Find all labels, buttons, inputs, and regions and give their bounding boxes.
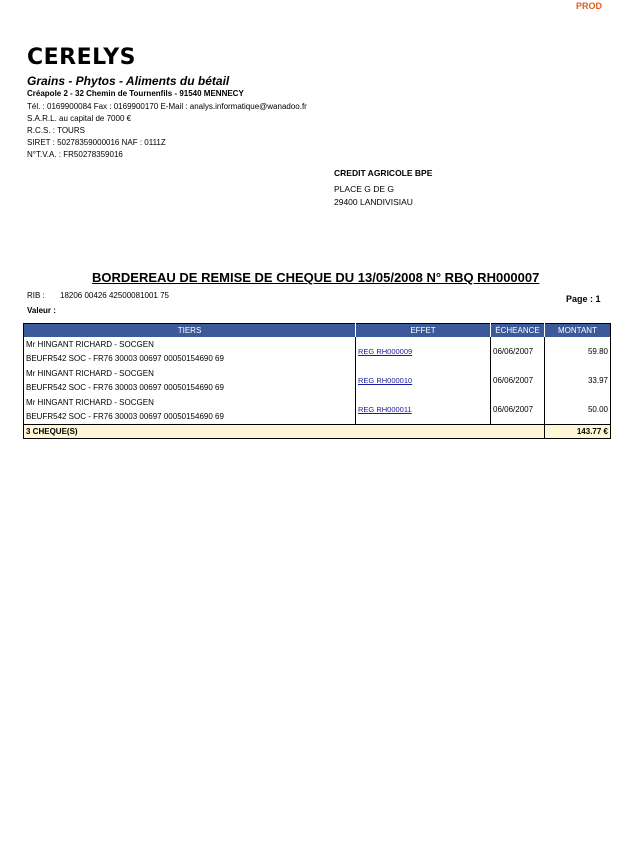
footer-total: 143.77 € [545, 425, 611, 439]
company-contact: Tél. : 0169900084 Fax : 0169900170 E-Mail : analys.informatique@wanadoo.fr [27, 102, 307, 111]
table-row [24, 366, 611, 395]
environment-label: PROD [576, 1, 603, 11]
recipient-name: CREDIT AGRICOLE BPE [334, 168, 433, 178]
recipient-address-line1: PLACE G DE G [334, 184, 394, 194]
cell-echeance: 06/06/2007 [491, 395, 545, 425]
tiers-bank: BEUFR542 SOC - FR76 30003 00697 00050154690 69 [26, 382, 224, 392]
header-montant: MONTANT [545, 324, 611, 338]
table-header-row [24, 324, 611, 338]
table-footer-row [24, 425, 611, 439]
cell-montant: 50.00 [545, 395, 611, 425]
cell-effet [356, 395, 491, 425]
cell-effet [356, 337, 491, 366]
effet-link[interactable]: REG RH000009 [358, 347, 413, 356]
rib-label: RIB : [27, 291, 45, 300]
document-title: BORDEREAU DE REMISE DE CHEQUE DU 13/05/2008 N° RBQ RH000007 [92, 270, 540, 285]
cell-montant: 59.80 [545, 337, 611, 366]
page-number: Page : 1 [566, 294, 601, 304]
company-tagline: Grains - Phytos - Aliments du bétail [27, 74, 230, 88]
company-legal-tva: N°T.V.A. : FR50278359016 [27, 150, 123, 159]
cheques-table [23, 323, 611, 439]
effet-link[interactable]: REG RH000010 [358, 376, 413, 385]
company-name: CERELYS [27, 45, 137, 70]
cell-echeance: 06/06/2007 [491, 337, 545, 366]
footer-cheque-count: 3 CHEQUE(S) [24, 425, 545, 439]
header-tiers: TIERS [24, 324, 356, 338]
effet-link[interactable]: REG RH000011 [358, 405, 412, 414]
tiers-name: Mr HINGANT RICHARD - SOCGEN [26, 368, 154, 378]
company-legal-rcs: R.C.S. : TOURS [27, 126, 85, 135]
tiers-name: Mr HINGANT RICHARD - SOCGEN [26, 339, 154, 349]
cell-tiers [24, 337, 356, 366]
company-address: Créapole 2 - 32 Chemin de Tournenfils - 91540 MENNECY [27, 89, 244, 98]
cell-montant: 33.97 [545, 366, 611, 395]
cell-tiers [24, 395, 356, 425]
table-row [24, 395, 611, 425]
header-effet: EFFET [356, 324, 491, 338]
tiers-bank: BEUFR542 SOC - FR76 30003 00697 00050154690 69 [26, 353, 224, 363]
valeur-label: Valeur : [27, 306, 56, 315]
cell-tiers [24, 366, 356, 395]
recipient-address-line2: 29400 LANDIVISIAU [334, 197, 413, 207]
header-echeance: ÉCHEANCE [491, 324, 545, 338]
company-legal-siret: SIRET : 50278359000016 NAF : 0111Z [27, 138, 166, 147]
company-legal-capital: S.A.R.L. au capital de 7000 € [27, 114, 132, 123]
tiers-name: Mr HINGANT RICHARD - SOCGEN [26, 397, 154, 407]
rib-value: 18206 00426 42500081001 75 [60, 291, 169, 300]
cell-effet [356, 366, 491, 395]
cell-echeance: 06/06/2007 [491, 366, 545, 395]
table-row [24, 337, 611, 366]
tiers-bank: BEUFR542 SOC - FR76 30003 00697 00050154690 69 [26, 411, 224, 421]
